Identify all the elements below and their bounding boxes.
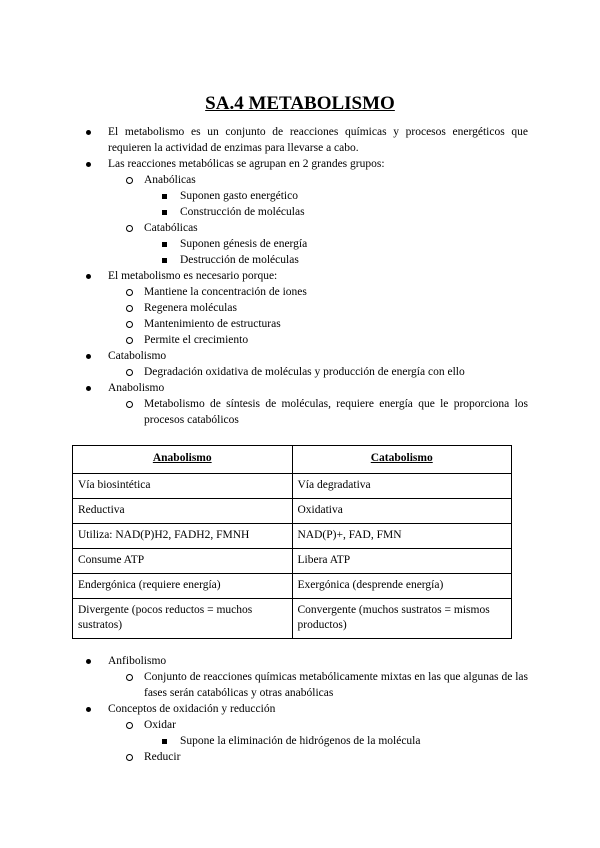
- notes-list-top: [0, 124, 600, 428]
- list-item: Conjunto de reacciones químicas metabólicamente mixtas en las que algunas de las fases serán catabólicas y otras anabólicas: [0, 669, 600, 701]
- bullet-dot-icon: [86, 274, 91, 279]
- page-title: SA.4 METABOLISMO: [205, 93, 395, 114]
- table-cell: Vía degradativa: [292, 474, 512, 499]
- list-item: Anabólicas: [0, 172, 600, 188]
- list-item: Supone la eliminación de hidrógenos de la molécula: [0, 733, 600, 749]
- bullet-circle-icon: [126, 674, 133, 681]
- list-item: Regenera moléculas: [0, 300, 600, 316]
- bullet-square-icon: [162, 210, 167, 215]
- bullet-circle-icon: [126, 369, 133, 376]
- table-cell: Reductiva: [73, 499, 293, 524]
- bullet-circle-icon: [126, 337, 133, 344]
- notes-list-bottom: [0, 653, 600, 765]
- bullet-circle-icon: [126, 401, 133, 408]
- table-row: [73, 549, 512, 574]
- bullet-circle-icon: [126, 321, 133, 328]
- table-header-row: [73, 446, 512, 474]
- table-cell: Libera ATP: [292, 549, 512, 574]
- list-item: Reducir: [0, 749, 600, 765]
- list-item: Construcción de moléculas: [0, 204, 600, 220]
- table-row: [73, 499, 512, 524]
- bullet-square-icon: [162, 739, 167, 744]
- table-cell: Convergente (muchos sustratos = mismos productos): [292, 599, 512, 639]
- bullet-square-icon: [162, 194, 167, 199]
- list-item: El metabolismo es un conjunto de reacciones químicas y procesos energéticos que requieren la actividad de enzimas para llevarse a cabo.: [0, 124, 600, 156]
- bullet-square-icon: [162, 242, 167, 247]
- table-row: [73, 599, 512, 639]
- list-item: Catabolismo: [0, 348, 600, 364]
- bullet-dot-icon: [86, 354, 91, 359]
- list-item: Suponen génesis de energía: [0, 236, 600, 252]
- list-item: Mantenimiento de estructuras: [0, 316, 600, 332]
- column-header-catabolismo: Catabolismo: [292, 446, 512, 474]
- table-cell: Vía biosintética: [73, 474, 293, 499]
- bullet-circle-icon: [126, 754, 133, 761]
- comparison-table: [72, 445, 512, 639]
- table-row: [73, 574, 512, 599]
- list-item: El metabolismo es necesario porque:: [0, 268, 600, 284]
- list-item: Destrucción de moléculas: [0, 252, 600, 268]
- table-row: [73, 524, 512, 549]
- bullet-circle-icon: [126, 289, 133, 296]
- list-item: Anabolismo: [0, 380, 600, 396]
- list-item: Suponen gasto energético: [0, 188, 600, 204]
- bullet-dot-icon: [86, 707, 91, 712]
- table-cell: Oxidativa: [292, 499, 512, 524]
- list-item: Conceptos de oxidación y reducción: [0, 701, 600, 717]
- bullet-circle-icon: [126, 177, 133, 184]
- list-item: Las reacciones metabólicas se agrupan en 2 grandes grupos:: [0, 156, 600, 172]
- table-cell: Divergente (pocos reductos = muchos sustratos): [73, 599, 293, 639]
- bullet-circle-icon: [126, 225, 133, 232]
- table-cell: Exergónica (desprende energía): [292, 574, 512, 599]
- bullet-dot-icon: [86, 659, 91, 664]
- column-header-anabolismo: Anabolismo: [73, 446, 293, 474]
- list-item: Mantiene la concentración de iones: [0, 284, 600, 300]
- table-cell: Utiliza: NAD(P)H2, FADH2, FMNH: [73, 524, 293, 549]
- bullet-circle-icon: [126, 305, 133, 312]
- list-item: Metabolismo de síntesis de moléculas, requiere energía que le proporciona los procesos catabólicos: [0, 396, 600, 428]
- bullet-dot-icon: [86, 162, 91, 167]
- bullet-square-icon: [162, 258, 167, 263]
- table-cell: NAD(P)+, FAD, FMN: [292, 524, 512, 549]
- table-cell: Endergónica (requiere energía): [73, 574, 293, 599]
- list-item: Permite el crecimiento: [0, 332, 600, 348]
- table-cell: Consume ATP: [73, 549, 293, 574]
- list-item: Anfibolismo: [0, 653, 600, 669]
- table-row: [73, 474, 512, 499]
- bullet-dot-icon: [86, 130, 91, 135]
- list-item: Oxidar: [0, 717, 600, 733]
- bullet-circle-icon: [126, 722, 133, 729]
- list-item: Catabólicas: [0, 220, 600, 236]
- bullet-dot-icon: [86, 386, 91, 391]
- list-item: Degradación oxidativa de moléculas y producción de energía con ello: [0, 364, 600, 380]
